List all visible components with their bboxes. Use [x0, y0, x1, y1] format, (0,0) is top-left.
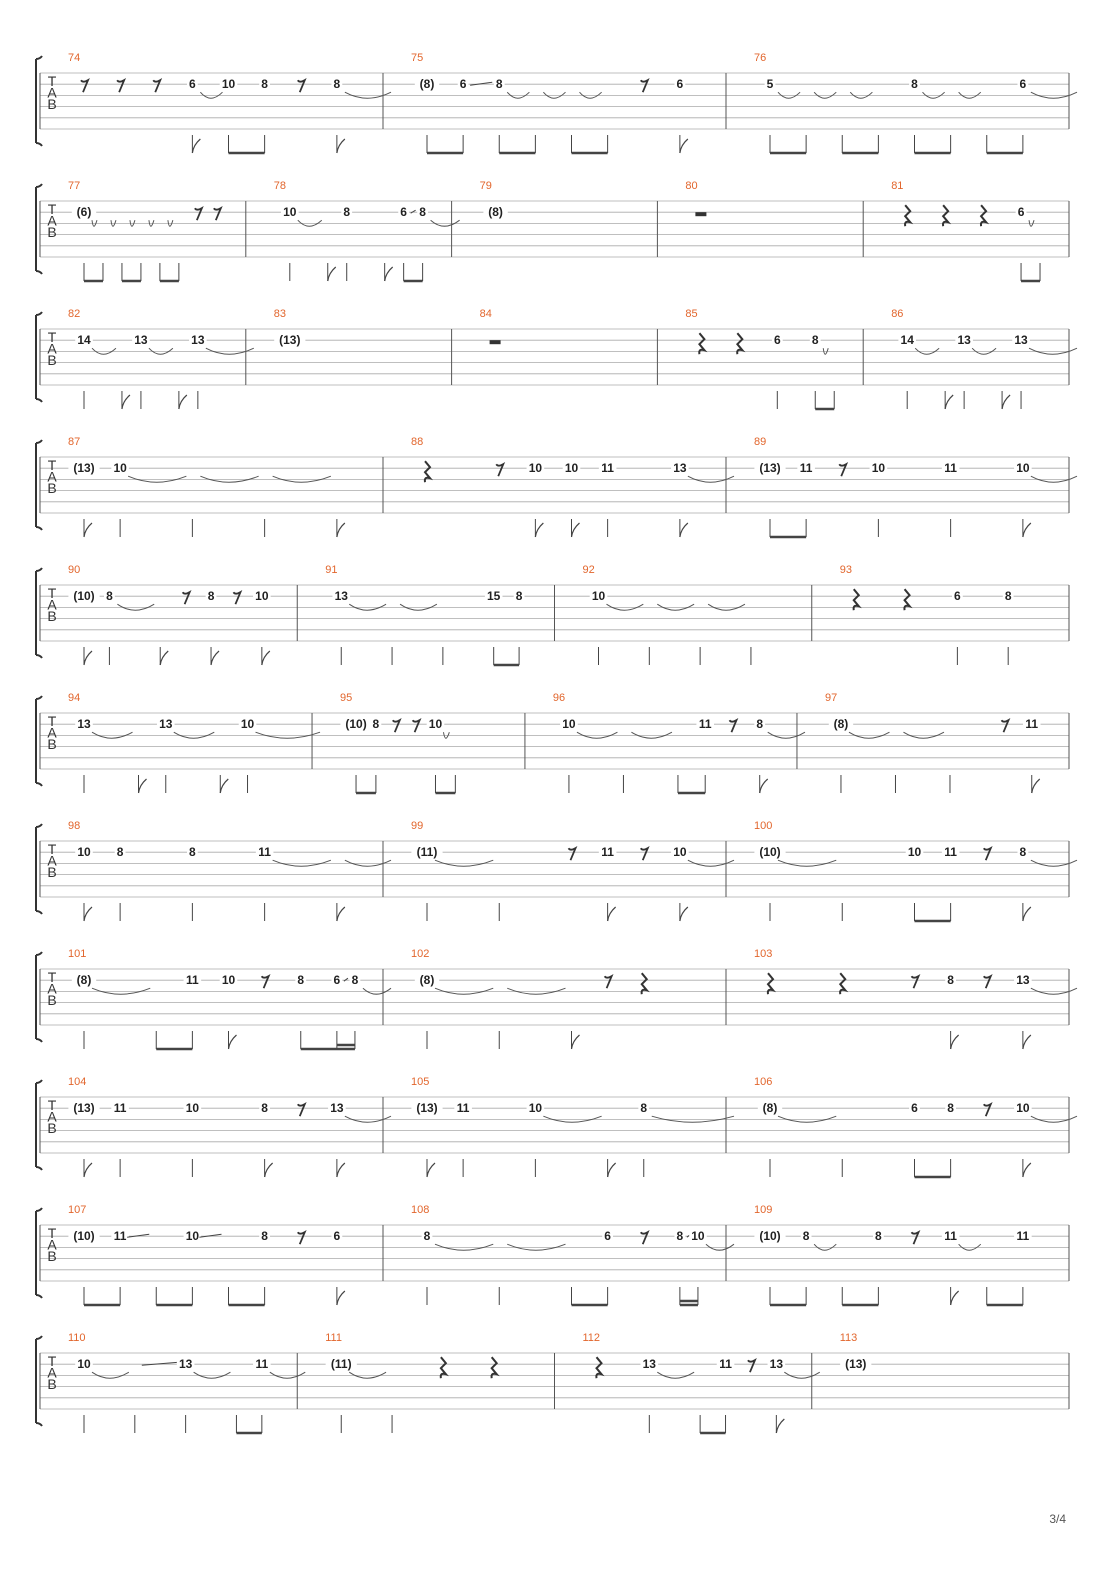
tab-clef-letter: T [47, 201, 57, 217]
fret-number: (6) [76, 205, 92, 220]
measure-number: 88 [411, 436, 424, 448]
measure-number: 76 [754, 52, 767, 64]
measure-number: 109 [754, 1204, 773, 1216]
measure-number: 91 [325, 564, 338, 576]
eighth-flag [211, 651, 219, 665]
measure-number: 104 [68, 1076, 87, 1088]
eighth-flag [760, 779, 768, 793]
fret-number: (13) [73, 461, 95, 476]
system-bracket [36, 440, 42, 530]
fret-number: 10 [185, 1101, 200, 1116]
measure-number: 102 [411, 948, 430, 960]
fret-number: (13) [279, 333, 301, 348]
fret-number: 8 [802, 1229, 810, 1244]
measure-number: 78 [273, 180, 287, 192]
tab-clef-letter: T [47, 1225, 57, 1241]
eighth-flag [572, 523, 580, 537]
fret-number: 6 [189, 77, 196, 92]
measure-number: 83 [273, 308, 287, 320]
fret-number: 14 [900, 333, 914, 348]
eighth-rest [153, 80, 160, 92]
eighth-flag [1023, 1035, 1031, 1049]
eighth-flag [122, 395, 130, 409]
system-bracket [36, 696, 42, 786]
eighth-rest [496, 464, 503, 476]
system-bracket [36, 568, 42, 658]
measure-number: 96 [552, 692, 566, 704]
fret-number: 10 [221, 973, 236, 988]
fret-number: (10) [73, 589, 95, 604]
tab-clef-letter: B [47, 736, 57, 752]
eighth-flag [385, 267, 393, 281]
tab-clef-letter: T [47, 1097, 57, 1113]
fret-number: 11 [601, 845, 614, 860]
fret-number: 11 [255, 1357, 269, 1372]
eighth-rest [1001, 720, 1008, 732]
fret-number: 8 [1019, 845, 1027, 860]
fret-number: 6 [333, 1229, 341, 1244]
eighth-flag [337, 1291, 345, 1305]
fret-number: 8 [1004, 589, 1012, 604]
eighth-flag [680, 523, 688, 537]
eighth-flag [328, 267, 336, 281]
fret-number: 11 [1025, 717, 1039, 732]
tab-clef-letter: B [47, 1376, 57, 1392]
tab-clef-letter: B [47, 608, 57, 624]
fret-number: 10 [871, 461, 886, 476]
slide-line [411, 210, 416, 213]
measure-number: 108 [411, 1204, 430, 1216]
measure-number: 111 [325, 1332, 342, 1344]
eighth-rest [641, 848, 648, 860]
tab-clef-letter: T [47, 1353, 57, 1369]
fret-number: 11 [456, 1101, 470, 1116]
tab-clef-letter: A [47, 1236, 57, 1253]
fret-number: 8 [515, 589, 523, 604]
tab-clef-letter: A [47, 84, 57, 101]
eighth-flag [337, 1163, 345, 1177]
eighth-rest [298, 1232, 305, 1244]
fret-number: 8 [333, 77, 341, 92]
fret-number: 13 [159, 717, 173, 732]
fret-number: 8 [419, 205, 426, 220]
eighth-rest [183, 592, 190, 604]
measure-number: 105 [411, 1076, 430, 1088]
measure-number: 85 [685, 308, 698, 320]
fret-number: (11) [416, 845, 438, 860]
measure-number: 74 [68, 52, 81, 64]
fret-number: 6 [773, 333, 781, 348]
eighth-rest [393, 720, 400, 732]
eighth-flag [1023, 523, 1031, 537]
measure-number: 92 [582, 564, 595, 576]
measure-number: 107 [68, 1204, 87, 1216]
fret-number: (10) [759, 1229, 781, 1244]
slide-line [470, 82, 492, 85]
eighth-rest [984, 1104, 991, 1116]
fret-number: 10 [185, 1229, 200, 1244]
page-number: 3/4 [1049, 1512, 1066, 1526]
fret-number: 13 [134, 333, 148, 348]
tab-clef-letter: T [47, 841, 57, 857]
slide-line [199, 1234, 221, 1237]
eighth-flag [1032, 779, 1040, 793]
fret-number: 8 [875, 1229, 882, 1244]
eighth-flag [427, 1163, 435, 1177]
measure-number: 87 [68, 436, 81, 448]
eighth-rest [195, 208, 202, 220]
fret-number: 13 [77, 717, 91, 732]
fret-number: 8 [947, 973, 954, 988]
eighth-flag [262, 651, 270, 665]
fret-number: 8 [189, 845, 196, 860]
measure-number: 82 [68, 308, 81, 320]
slide-line [344, 978, 348, 981]
fret-number: (8) [76, 973, 92, 988]
tab-clef-letter: A [47, 1364, 57, 1381]
measure-number: 100 [754, 820, 773, 832]
fret-number: 13 [1016, 973, 1030, 988]
tab-clef-letter: B [47, 480, 57, 496]
tab-clef-letter: T [47, 585, 57, 601]
eighth-flag [84, 1163, 92, 1177]
eighth-flag [337, 139, 345, 153]
fret-number: 6 [911, 1101, 918, 1116]
fret-number: 11 [944, 461, 957, 476]
fret-number: 8 [261, 1229, 268, 1244]
fret-number: 8 [372, 717, 380, 732]
eighth-flag [337, 907, 345, 921]
fret-number: 8 [947, 1101, 954, 1116]
tab-clef-letter: B [47, 1248, 57, 1264]
eighth-rest [569, 848, 576, 860]
eighth-flag [192, 139, 200, 153]
fret-number: (10) [73, 1229, 95, 1244]
system-bracket [36, 1336, 42, 1426]
measure-number: 97 [824, 692, 838, 704]
eighth-flag [608, 1163, 616, 1177]
tab-clef-letter: B [47, 992, 57, 1008]
slide-line [142, 1362, 179, 1365]
tab-clef-letter: A [47, 468, 57, 485]
fret-number: 10 [1016, 461, 1030, 476]
fret-number: 8 [261, 1101, 268, 1116]
tab-clef-letter: A [47, 852, 57, 869]
fret-number: 10 [77, 1357, 91, 1372]
eighth-flag [1023, 907, 1031, 921]
fret-number: 8 [261, 77, 268, 92]
tab-clef-letter: T [47, 457, 57, 473]
fret-number: 13 [191, 333, 205, 348]
fret-number: 6 [333, 973, 341, 988]
measure-number: 90 [68, 564, 81, 576]
eighth-rest [233, 592, 240, 604]
fret-number: 11 [719, 1357, 732, 1372]
tab-clef-letter: A [47, 340, 57, 357]
fret-number: 11 [258, 845, 271, 860]
tab-clef-letter: B [47, 96, 57, 112]
measure-number: 80 [685, 180, 698, 192]
fret-number: 10 [77, 845, 91, 860]
fret-number: 8 [116, 845, 124, 860]
tab-clef-letter: T [47, 713, 57, 729]
eighth-flag [265, 1163, 273, 1177]
fret-number: 6 [676, 77, 684, 92]
eighth-flag [84, 523, 92, 537]
fret-number: 11 [1016, 1229, 1030, 1244]
eighth-rest [298, 80, 305, 92]
fret-number: 11 [944, 845, 957, 860]
system-bracket [36, 312, 42, 402]
fret-number: (13) [845, 1357, 867, 1372]
fret-number: 11 [799, 461, 813, 476]
measure-number: 79 [479, 180, 492, 192]
fret-number: 13 [1014, 333, 1028, 348]
fret-number: 11 [944, 1229, 957, 1244]
fret-number: 10 [907, 845, 922, 860]
measure-number: 106 [754, 1076, 773, 1088]
fret-number: 10 [255, 589, 269, 604]
measure-number: 112 [582, 1332, 601, 1344]
eighth-flag [572, 1035, 580, 1049]
measure-number: 84 [479, 308, 492, 320]
eighth-flag [1023, 1163, 1031, 1177]
fret-number: 14 [77, 333, 91, 348]
measure-number: 77 [68, 180, 81, 192]
fret-number: 10 [1016, 1101, 1030, 1116]
fret-number: 8 [811, 333, 819, 348]
eighth-flag [139, 779, 147, 793]
eighth-flag [680, 139, 688, 153]
fret-number: 8 [343, 205, 351, 220]
eighth-rest [984, 848, 991, 860]
fret-number: 11 [698, 717, 712, 732]
tab-clef-letter: A [47, 980, 57, 997]
tab-clef-letter: T [47, 73, 57, 89]
fret-number: 8 [423, 1229, 431, 1244]
measure-number: 110 [68, 1332, 86, 1344]
eighth-rest [298, 1104, 305, 1116]
tab-clef-letter: A [47, 724, 57, 741]
fret-number: 6 [459, 77, 467, 92]
fret-number: 11 [113, 1229, 127, 1244]
fret-number: (13) [759, 461, 781, 476]
fret-number: 11 [113, 1101, 127, 1116]
eighth-rest [641, 1232, 648, 1244]
fret-number: 13 [334, 589, 348, 604]
eighth-rest [117, 80, 124, 92]
fret-number: 10 [528, 1101, 543, 1116]
fret-number: 6 [1017, 205, 1025, 220]
fret-number: 8 [207, 589, 215, 604]
tab-clef-letter: T [47, 329, 57, 345]
system-bracket [36, 1080, 42, 1170]
tab-clef-letter: B [47, 224, 57, 240]
fret-number: 10 [562, 717, 576, 732]
measure-number: 75 [411, 52, 424, 64]
fret-number: 13 [673, 461, 687, 476]
fret-number: 10 [240, 717, 255, 732]
eighth-flag [945, 395, 953, 409]
eighth-flag [608, 907, 616, 921]
fret-number: 8 [676, 1229, 684, 1244]
system-bracket [36, 56, 42, 146]
fret-number: (13) [416, 1101, 438, 1116]
eighth-flag [337, 523, 345, 537]
fret-number: (13) [73, 1101, 95, 1116]
system-bracket [36, 952, 42, 1042]
fret-number: 6 [400, 205, 407, 220]
eighth-flag [680, 907, 688, 921]
eighth-rest [262, 976, 269, 988]
fret-number: 10 [591, 589, 606, 604]
fret-number: 13 [642, 1357, 656, 1372]
eighth-flag [84, 651, 92, 665]
fret-number: 10 [528, 461, 543, 476]
fret-number: 13 [769, 1357, 784, 1372]
fret-number: 6 [1019, 77, 1027, 92]
fret-number: 6 [954, 589, 961, 604]
fret-number: 11 [601, 461, 614, 476]
measure-number: 89 [754, 436, 767, 448]
fret-number: 8 [495, 77, 503, 92]
fret-number: 8 [297, 973, 305, 988]
tab-clef-letter: B [47, 864, 57, 880]
eighth-rest [839, 464, 846, 476]
fret-number: 13 [957, 333, 971, 348]
measure-number: 103 [754, 948, 773, 960]
fret-number: 10 [564, 461, 579, 476]
whole-rest [695, 212, 706, 216]
fret-number: (8) [419, 77, 435, 92]
fret-number: 13 [178, 1357, 193, 1372]
whole-rest [490, 340, 501, 344]
eighth-rest [912, 976, 919, 988]
fret-number: 10 [113, 461, 127, 476]
fret-number: (8) [833, 717, 849, 732]
measure-number: 81 [891, 180, 904, 192]
eighth-rest [984, 976, 991, 988]
eighth-rest [748, 1360, 755, 1372]
fret-number: 13 [330, 1101, 344, 1116]
measure-number: 99 [411, 820, 424, 832]
eighth-flag [1002, 395, 1010, 409]
eighth-rest [605, 976, 612, 988]
measure-number: 94 [68, 692, 81, 704]
eighth-flag [229, 1035, 237, 1049]
tab-clef-letter: B [47, 352, 57, 368]
measure-number: 101 [68, 948, 87, 960]
fret-number: 8 [640, 1101, 648, 1116]
system-bracket [36, 1208, 42, 1298]
eighth-flag [951, 1291, 959, 1305]
eighth-flag [535, 523, 543, 537]
fret-number: 10 [221, 77, 236, 92]
fret-number: (8) [419, 973, 435, 988]
eighth-flag [951, 1035, 959, 1049]
measure-number: 113 [839, 1332, 858, 1344]
fret-number: 11 [186, 973, 199, 988]
tab-clef-letter: A [47, 1108, 57, 1125]
fret-number: (10) [345, 717, 367, 732]
eighth-flag [776, 1419, 784, 1433]
tab-clef-letter: B [47, 1120, 57, 1136]
eighth-flag [84, 907, 92, 921]
fret-number: (8) [762, 1101, 778, 1116]
tab-clef-letter: A [47, 596, 57, 613]
eighth-rest [214, 208, 221, 220]
fret-number: (10) [759, 845, 781, 860]
fret-number: (8) [488, 205, 503, 220]
eighth-rest [641, 80, 648, 92]
fret-number: 5 [766, 77, 774, 92]
fret-number: 10 [283, 205, 297, 220]
eighth-rest [912, 1232, 919, 1244]
fret-number: 8 [911, 77, 918, 92]
eighth-flag [220, 779, 228, 793]
fret-number: 8 [106, 589, 113, 604]
system-bracket [36, 184, 42, 274]
eighth-rest [413, 720, 420, 732]
eighth-flag [179, 395, 187, 409]
fret-number: 10 [691, 1229, 705, 1244]
slide-line [127, 1234, 149, 1237]
tab-clef-letter: A [47, 212, 57, 229]
measure-number: 93 [839, 564, 852, 576]
measure-number: 86 [891, 308, 904, 320]
fret-number: 6 [604, 1229, 611, 1244]
fret-number: 15 [487, 589, 501, 604]
eighth-rest [729, 720, 736, 732]
measure-number: 98 [68, 820, 81, 832]
fret-number: 10 [428, 717, 443, 732]
system-bracket [36, 824, 42, 914]
eighth-flag [160, 651, 168, 665]
eighth-rest [81, 80, 88, 92]
fret-number: 10 [673, 845, 687, 860]
fret-number: (11) [330, 1357, 352, 1372]
fret-number: 8 [351, 973, 359, 988]
measure-number: 95 [340, 692, 353, 704]
fret-number: 8 [756, 717, 764, 732]
tab-clef-letter: T [47, 969, 57, 985]
